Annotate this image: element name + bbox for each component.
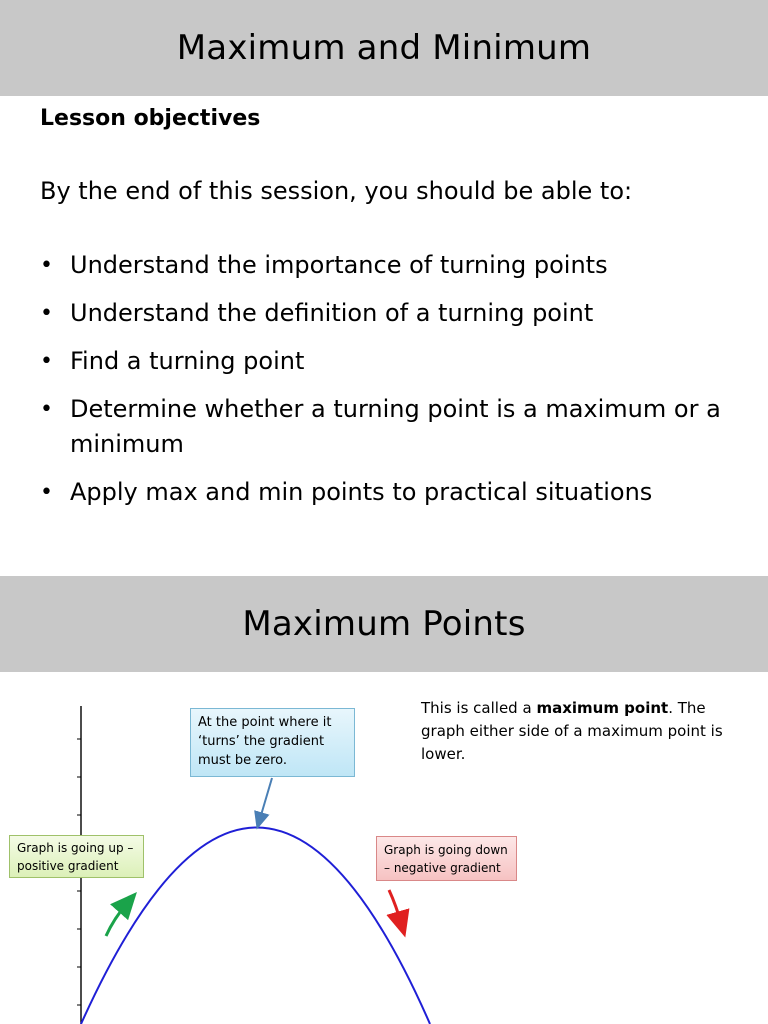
bullet-icon: • [40, 301, 53, 326]
down-arrow-icon [389, 890, 402, 926]
objective-text: Understand the importance of turning points [70, 251, 608, 279]
objective-item [40, 248, 740, 283]
zero-gradient-callout: At the point where it ‘turns’ the gradient must be zero. [190, 708, 355, 777]
bullet-icon: • [40, 397, 53, 422]
bullet-icon: • [40, 349, 53, 374]
maximum-point-description [421, 697, 751, 766]
intro-text: By the end of this session, you should be able to: [40, 177, 633, 205]
slide1-title: Maximum and Minimum [176, 28, 592, 68]
objectives-list [40, 248, 740, 523]
description-text-end: . The graph either side of a maximum point is lower. [421, 699, 723, 763]
bullet-icon: • [40, 480, 53, 505]
objective-text: Find a turning point [70, 347, 305, 375]
negative-gradient-callout: Graph is going down – negative gradient [376, 836, 517, 881]
objective-text: Understand the definition of a turning point [70, 299, 594, 327]
bullet-icon: • [40, 253, 53, 278]
slide1-title-bar [0, 0, 768, 96]
objective-item [40, 344, 740, 379]
description-text-start: This is called a [421, 699, 537, 717]
slide2-title: Maximum Points [242, 604, 526, 644]
positive-gradient-callout: Graph is going up – positive gradient [9, 835, 144, 878]
objective-item [40, 296, 740, 331]
description-bold-term: maximum point [536, 699, 669, 717]
vertex-pointer-arrow [259, 778, 272, 822]
objective-text: Apply max and min points to practical situations [70, 478, 653, 506]
objective-text: Determine whether a turning point is a maximum or a minimum [70, 395, 721, 458]
objective-item [40, 392, 740, 462]
up-arrow-icon [106, 901, 129, 936]
slide2-title-bar [0, 576, 768, 672]
objective-item [40, 475, 740, 510]
lesson-objectives-heading: Lesson objectives [40, 106, 261, 131]
